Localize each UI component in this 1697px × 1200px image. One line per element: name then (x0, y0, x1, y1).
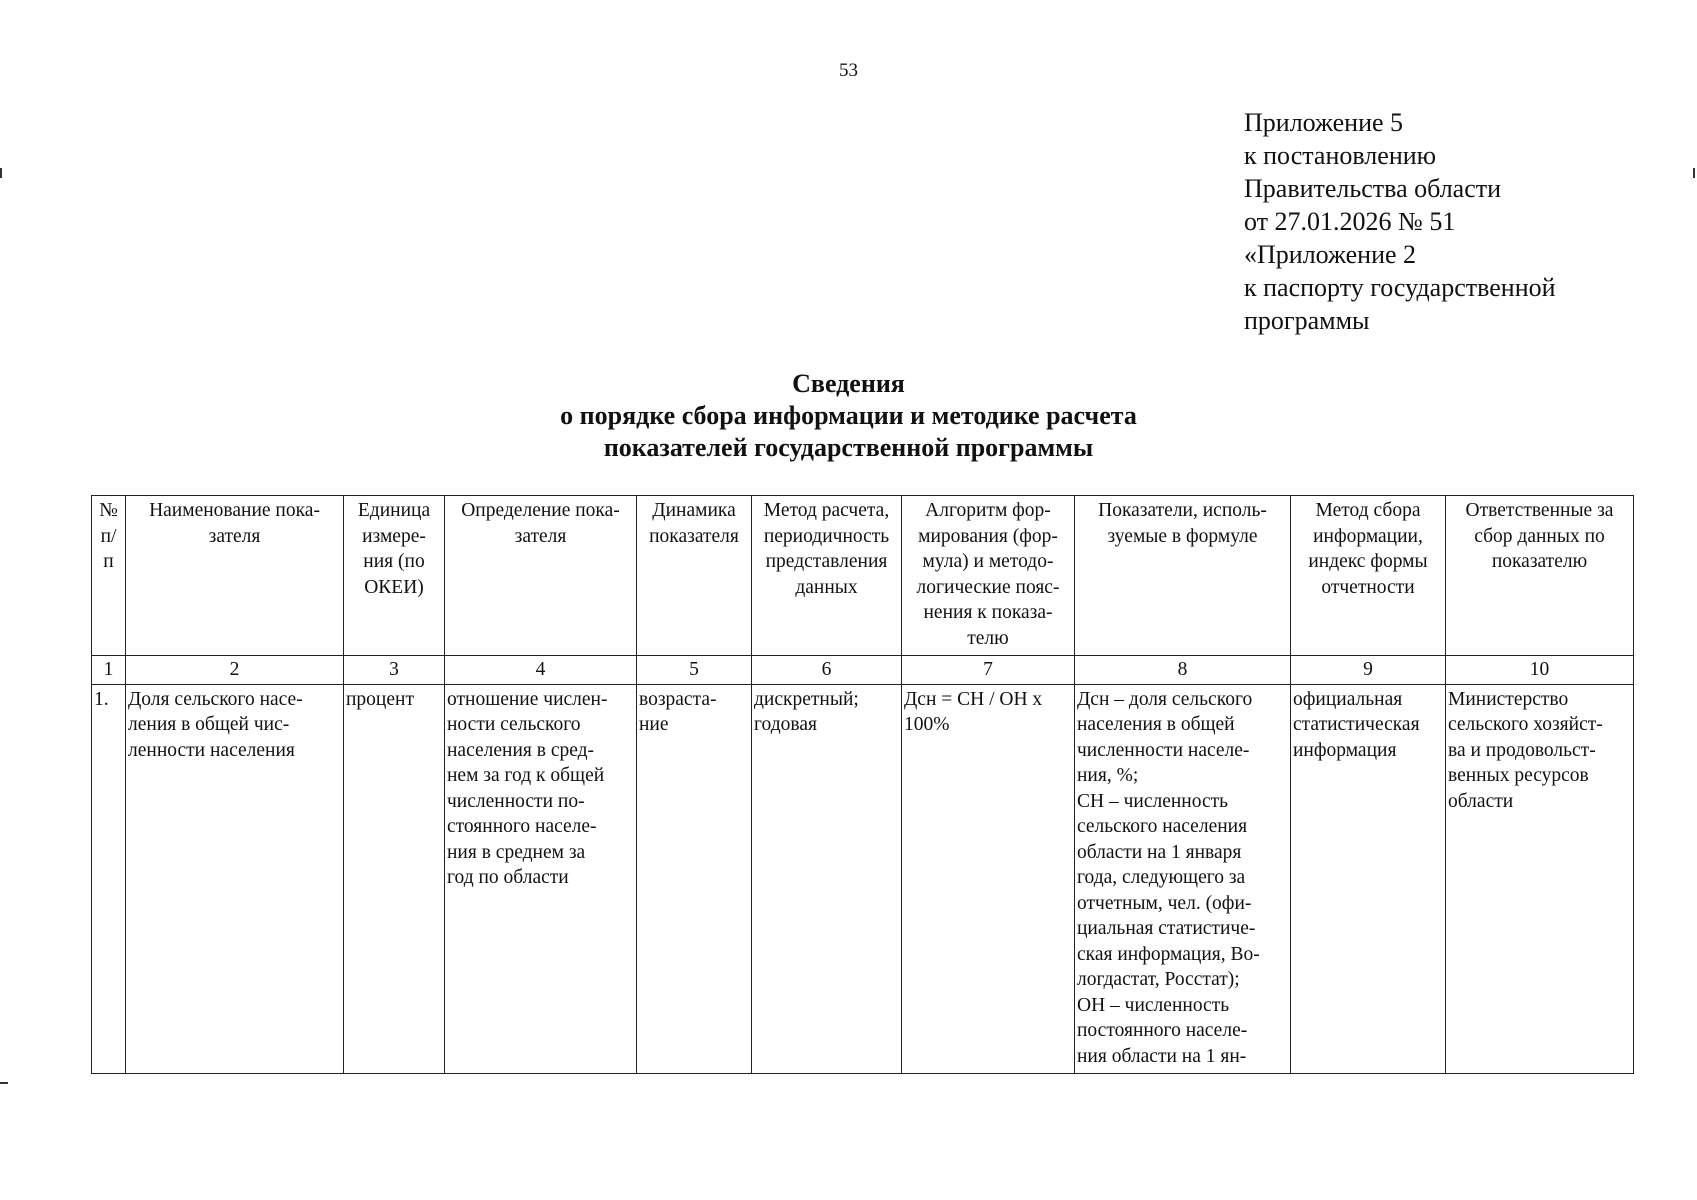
cell-text-line: циальная статистиче- (1077, 918, 1256, 939)
column-number-cell: 2 (126, 656, 344, 685)
cell-text-line: области (1448, 790, 1514, 812)
indicators-table (91, 495, 1634, 1074)
cell-text-line: представления (765, 551, 888, 572)
cell-text-line: логдастат, Росстат); (1077, 969, 1240, 990)
column-number-cell: 7 (902, 656, 1075, 685)
cell-text-line: 100% (904, 714, 950, 735)
title-line: Сведения (792, 369, 905, 398)
cell-text-line: Дсн – доля сельского (1077, 688, 1253, 710)
header-row-number (92, 496, 126, 656)
table-cell (344, 684, 445, 1073)
cell-text-line: ние (639, 714, 669, 735)
cell-text-line: годовая (754, 714, 817, 735)
appendix-line: от 27.01.2026 № 51 (1244, 207, 1456, 236)
cell-text-line: Единица (357, 500, 431, 521)
title-line: о порядке сбора информации и методике расчета (560, 401, 1137, 430)
cell-text-line: ления в общей чис- (128, 714, 290, 735)
cell-text-line: ния области на 1 ян- (1077, 1045, 1247, 1067)
cell-text-line: дискретный; (754, 688, 859, 710)
cell-text-line: ОН – численность (1077, 994, 1230, 1016)
cell-text-line: населения в сред- (447, 739, 595, 761)
header-algorithm (902, 496, 1075, 656)
cell-text-line: 1. (94, 688, 109, 710)
cell-text-line: п/ (100, 525, 117, 547)
appendix-line: Правительства области (1244, 174, 1502, 203)
cell-text-line: показателю (1491, 551, 1588, 572)
cell-text-line: ва и продовольст- (1448, 739, 1596, 761)
cell-text-line: Ответственные за (1465, 500, 1614, 521)
cell-text-line: постоянного населе- (1077, 1020, 1248, 1041)
cell-text-line: ния в среднем за (447, 841, 586, 863)
table-cell (445, 684, 637, 1073)
cell-text-line: Метод сбора (1315, 500, 1421, 521)
cell-text-line: Метод расчета, (763, 500, 890, 521)
cell-text-line: ская информация, Во- (1077, 943, 1260, 965)
column-number-row (92, 656, 1634, 685)
page-number: 53 (839, 60, 858, 81)
document-title (0, 368, 1697, 464)
cell-text-line: официальная (1293, 688, 1403, 710)
cell-text-line: Алгоритм фор- (925, 500, 1051, 521)
cell-text-line: нения к показа- (923, 602, 1053, 623)
cell-text-line: мула) и методо- (922, 551, 1054, 572)
table-row (92, 684, 1634, 1073)
header-calc-method (752, 496, 902, 656)
appendix-line: Приложение 5 (1244, 108, 1404, 137)
right-margin-mark (1693, 168, 1695, 178)
cell-text-line: статистическая (1293, 714, 1420, 735)
cell-text-line: ленности населения (128, 739, 295, 761)
cell-text-line: измере- (362, 525, 426, 547)
cell-text-line: отношение числен- (447, 688, 608, 710)
cell-text-line: Показатели, исполь- (1098, 500, 1267, 521)
header-unit (344, 496, 445, 656)
cell-text-line: года, следующего за (1077, 867, 1246, 888)
column-number-cell: 4 (445, 656, 637, 685)
cell-text-line: венных ресурсов (1448, 765, 1589, 786)
cell-text-line: год по области (447, 867, 569, 888)
header-definition (445, 496, 637, 656)
table-cell (902, 684, 1075, 1073)
appendix-reference (1244, 106, 1664, 337)
title-line: показателей государственной программы (603, 433, 1094, 462)
column-number-cell: 1 (92, 656, 126, 685)
column-number-cell: 8 (1075, 656, 1291, 685)
cell-text-line: отчетности (1321, 576, 1415, 598)
column-number-cell: 9 (1291, 656, 1446, 685)
table-cell (92, 684, 126, 1073)
cell-text-line: ния, %; (1077, 765, 1139, 786)
cell-text-line: зуемые в формуле (1107, 525, 1258, 547)
cell-text-line: показателя (649, 525, 739, 547)
left-margin-mark-bottom (0, 1082, 8, 1084)
cell-text-line: периодичность (763, 525, 890, 547)
header-dynamics (637, 496, 752, 656)
cell-text-line: отчетным, чел. (офи- (1077, 892, 1252, 914)
cell-text-line: сельского населения (1077, 816, 1248, 837)
cell-text-line: Доля сельского насе- (128, 688, 303, 710)
cell-text-line: ности сельского (447, 714, 581, 735)
cell-text-line: стоянного населе- (447, 816, 597, 837)
cell-text-line: данных (795, 576, 858, 598)
cell-text-line: Наименование пока- (149, 500, 320, 521)
column-number-cell: 6 (752, 656, 902, 685)
header-indicator-name (126, 496, 344, 656)
cell-text-line: № (99, 500, 118, 521)
cell-text-line: численности по- (447, 790, 585, 812)
column-number-cell: 10 (1446, 656, 1634, 685)
cell-text-line: Определение пока- (461, 500, 620, 521)
table-cell (1291, 684, 1446, 1073)
cell-text-line: процент (346, 688, 414, 710)
header-responsible (1446, 496, 1634, 656)
cell-text-line: численности населе- (1077, 739, 1250, 761)
appendix-line: программы (1244, 306, 1370, 335)
cell-text-line: нем за год к общей (447, 765, 605, 786)
header-collection-method (1291, 496, 1446, 656)
column-number-cell: 3 (344, 656, 445, 685)
cell-text-line: логические пояс- (916, 576, 1060, 598)
table-cell (1075, 684, 1291, 1073)
cell-text-line: сельского хозяйст- (1448, 714, 1603, 735)
table-header-row (92, 496, 1634, 656)
left-margin-mark-top (0, 168, 2, 178)
table-cell (126, 684, 344, 1073)
cell-text-line: телю (967, 627, 1009, 649)
cell-text-line: мирования (фор- (918, 525, 1058, 547)
cell-text-line: ОКЕИ) (364, 576, 424, 598)
cell-text-line: информации, (1313, 525, 1423, 547)
cell-text-line: зателя (514, 525, 567, 547)
column-number-cell: 5 (637, 656, 752, 685)
cell-text-line: Дсн = СН / ОН х (904, 688, 1043, 710)
table-cell (752, 684, 902, 1073)
table-cell (1446, 684, 1634, 1073)
appendix-line: «Приложение 2 (1244, 240, 1417, 269)
appendix-line: к постановлению (1244, 141, 1437, 170)
cell-text-line: области на 1 января (1077, 841, 1242, 863)
cell-text-line: индекс формы (1308, 551, 1428, 572)
cell-text-line: ния (по (363, 551, 425, 572)
cell-text-line: СН – численность (1077, 790, 1229, 812)
cell-text-line: зателя (208, 525, 261, 547)
cell-text-line: информация (1293, 739, 1397, 761)
cell-text-line: Динамика (652, 500, 736, 521)
cell-text-line: п (103, 551, 114, 572)
appendix-line: к паспорту государственной (1244, 273, 1556, 302)
cell-text-line: Министерство (1448, 688, 1569, 710)
cell-text-line: возраста- (639, 688, 717, 710)
table-cell (637, 684, 752, 1073)
header-formula-indicators (1075, 496, 1291, 656)
cell-text-line: сбор данных по (1474, 525, 1605, 547)
cell-text-line: населения в общей (1077, 714, 1235, 735)
